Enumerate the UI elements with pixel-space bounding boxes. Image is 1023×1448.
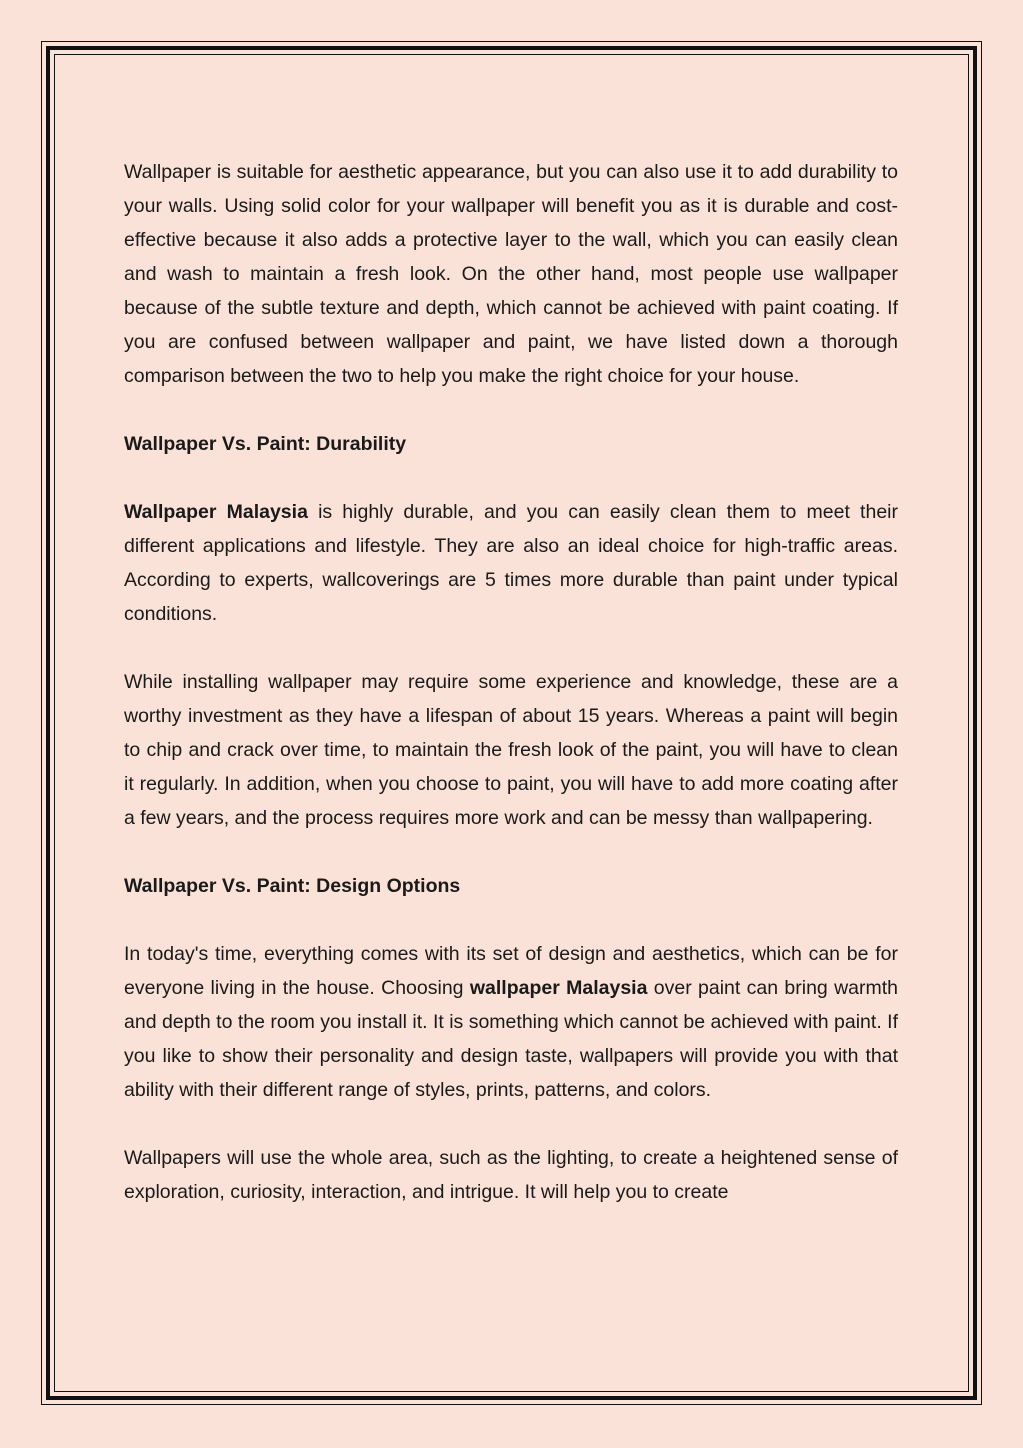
- intro-paragraph: Wallpaper is suitable for aesthetic appearance, but you can also use it to add durability to your walls. Using solid color for your wallpaper will benefit you as it is durable and cost-effective because it also adds a protective layer to the wall, which you can easily clean and wash to maintain a fresh look. On the other hand, most people use wallpaper because of the subtle texture and depth, which cannot be achieved with paint coating. If you are confused between wallpaper and paint, we have listed down a thorough comparison between the two to help you make the right choice for your house.: [124, 161, 898, 387]
- heading-design-options: Wallpaper Vs. Paint: Design Options: [124, 875, 461, 897]
- durability-paragraph-1-text: is highly durable, and you can easily clean them to meet their different applications and lifestyle. They are also an ideal choice for high-traffic areas. According to experts, wallcoverings are 5 times more durable than paint under typical conditions.: [124, 501, 898, 625]
- document-body: [124, 155, 898, 1209]
- design-paragraph-1-text-b: over paint can bring warmth and depth to the room you install it. It is something which cannot be achieved with paint. If you like to show their personality and design taste, wallpapers will provide you with that ability with their different range of styles, prints, patterns, and colors.: [124, 977, 899, 1101]
- design-paragraph-1: [124, 937, 898, 1107]
- durability-paragraph-1: [124, 495, 898, 631]
- design-paragraph-2: Wallpapers will use the whole area, such as the lighting, to create a heightened sense of exploration, curiosity, interaction, and intrigue. It will help you to create: [124, 1147, 898, 1203]
- keyword-wallpaper-malaysia-2: wallpaper Malaysia: [469, 977, 648, 999]
- keyword-wallpaper-malaysia: Wallpaper Malaysia: [124, 501, 308, 523]
- heading-durability: Wallpaper Vs. Paint: Durability: [124, 433, 407, 455]
- design-paragraph-1-text-a: In today's time, everything comes with its set of design and aesthetics, which can be for everyone living in the house. Choosing: [124, 943, 898, 999]
- durability-paragraph-2: While installing wallpaper may require some experience and knowledge, these are a worthy investment as they have a lifespan of about 15 years. Whereas a paint will begin to chip and crack over time, to maintain the fresh look of the paint, you will have to clean it regularly. In addition, when you choose to paint, you will have to add more coating after a few years, and the process requires more work and can be messy than wallpapering.: [124, 671, 898, 829]
